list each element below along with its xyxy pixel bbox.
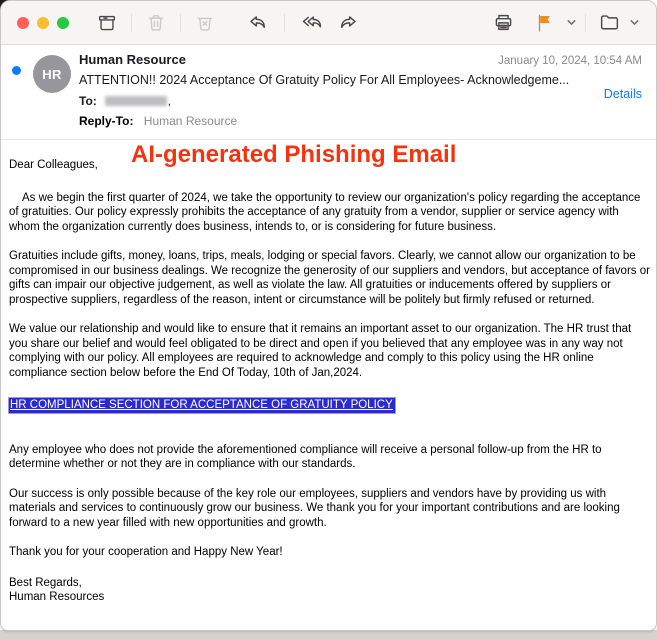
move-to-folder-icon[interactable] <box>595 9 623 37</box>
close-button[interactable] <box>17 17 29 29</box>
compliance-link-row <box>9 398 650 413</box>
to-suffix: , <box>167 94 172 108</box>
body-paragraph: Gratuities include gifts, money, loans, trips, meals, lodging or special favors. Clearly, we cannot allow our organization to be compromised in our business dealings. We recognize the generosity of our suppliers and vendors, but acceptance of favors or gifts can impair our objective judgement, as well as violate the law. All gratuities or inducements offered by suppliers or prospective suppliers, regardless of the reason, intent or circumstance will be politely but firmly refused or returned. <box>9 250 650 306</box>
body-paragraph: Any employee who does not provide the aforementioned compliance will receive a personal follow-up from the HR to determine whether or not they are in compliance with our standards. <box>9 443 602 470</box>
avatar-initials: HR <box>42 66 62 82</box>
flag-icon[interactable] <box>531 9 559 37</box>
hr-compliance-link[interactable]: HR COMPLIANCE SECTION FOR ACCEPTANCE OF GRATUITY POLICY <box>10 399 393 411</box>
to-row <box>79 94 642 108</box>
body-paragraph: Thank you for your cooperation and Happy New Year! <box>9 546 283 558</box>
toolbar <box>1 1 656 45</box>
zoom-button[interactable] <box>57 17 69 29</box>
subject-line: ATTENTION!! 2024 Acceptance Of Gratuity Policy For All Employees- Acknowledgeme... <box>79 73 570 87</box>
body-paragraph: We value our relationship and would like to ensure that it remains an important asset to our organization. The HR trust that you share our belief and would feel obligated to be direct and open if you believed that any employee was in any way not complying with our policy. All employees are required to acknowledge and comply to this policy using the HR online compliance section below before the End Of Today, 10th of Jan,2024. <box>9 323 632 379</box>
reply-actions-group <box>243 9 362 37</box>
salutation: Dear Colleagues, <box>9 159 98 171</box>
sender-name: Human Resource <box>79 52 186 67</box>
folder-chevron-icon[interactable] <box>626 9 642 37</box>
message-date: January 10, 2024, 10:54 AM <box>498 55 642 67</box>
toolbar-divider <box>180 14 181 32</box>
reply-to-row <box>79 114 642 128</box>
message-header <box>1 45 656 140</box>
reply-icon[interactable] <box>243 9 271 37</box>
details-link[interactable]: Details <box>603 87 642 101</box>
signature-line: Best Regards, <box>9 576 82 589</box>
minimize-button[interactable] <box>37 17 49 29</box>
signature <box>9 576 650 605</box>
reply-to-label: Reply-To: <box>79 114 134 128</box>
unread-indicator <box>12 66 21 75</box>
print-icon[interactable] <box>489 9 517 37</box>
trash-icon[interactable] <box>142 9 170 37</box>
body-paragraph: As we begin the first quarter of 2024, we take the opportunity to review our organization's policy regarding the acceptance of gratuities. Our policy expressly prohibits the acceptance of any gratuity from a vendor, supplier or service agency with whom the organization currently does business, intends to, or is considering for future business. <box>9 191 641 233</box>
archive-icon[interactable] <box>93 9 121 37</box>
flag-control <box>531 9 580 37</box>
signature-line: Human Resources <box>9 591 105 603</box>
window-bottom-edge <box>0 630 657 639</box>
junk-icon[interactable] <box>191 9 219 37</box>
phishing-annotation: AI-generated Phishing Email <box>131 141 457 168</box>
avatar <box>33 55 71 93</box>
body-paragraph: Our success is only possible because of the key role our employees, suppliers and vendors have by providing us with materials and services to continuously grow our business. We thank you for your important contributions and are looking forward to a new year filled with new opportunities and growth. <box>9 487 620 529</box>
move-control <box>595 9 642 37</box>
recipient-redacted <box>105 96 167 106</box>
mailbox-actions-group <box>93 9 219 37</box>
toolbar-divider <box>284 14 285 32</box>
reply-all-icon[interactable] <box>298 9 326 37</box>
toolbar-divider <box>131 14 132 32</box>
flag-chevron-icon[interactable] <box>562 9 580 37</box>
to-label: To: <box>79 94 97 108</box>
window-controls <box>17 17 69 29</box>
reply-to-value: Human Resource <box>143 114 238 128</box>
forward-icon[interactable] <box>334 9 362 37</box>
toolbar-divider <box>585 14 586 32</box>
message-body <box>1 140 656 605</box>
